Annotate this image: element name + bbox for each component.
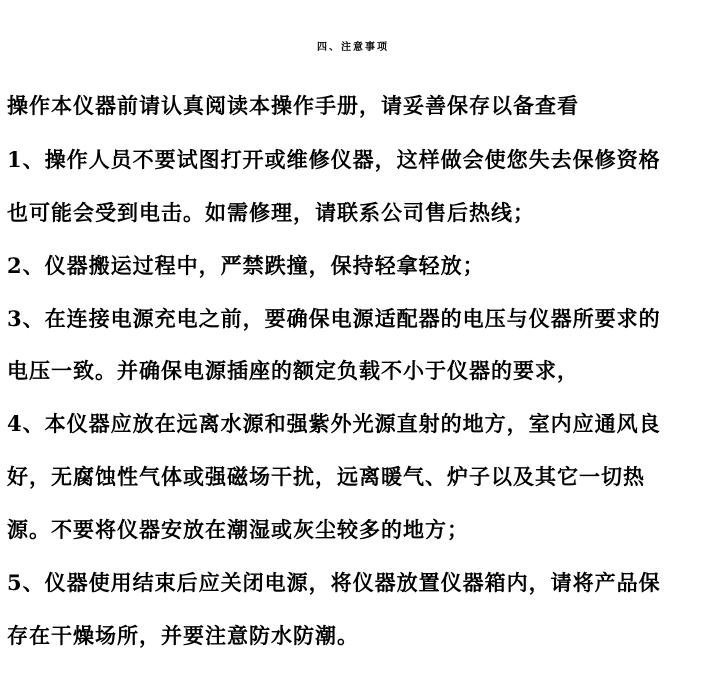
notice-line-5-cont: 存在干燥场所，并要注意防水防潮。 — [7, 623, 359, 648]
section-title: 四、注意事项 — [317, 42, 389, 53]
notice-line-1: 1、操作人员不要试图打开或维修仪器，这样做会使您失去保修资格 — [7, 147, 661, 172]
notice-line-4: 4、本仪器应放在远离水源和强紫外光源直射的地方，室内应通风良 — [7, 411, 661, 436]
notice-line-2: 2、仪器搬运过程中，严禁跌撞，保持轻拿轻放； — [7, 253, 485, 278]
intro-line: 操作本仪器前请认真阅读本操作手册，请妥善保存以备查看 — [7, 93, 579, 118]
notice-line-3-cont: 电压一致。并确保电源插座的额定负载不小于仪器的要求， — [7, 358, 579, 383]
notice-line-4-cont-2: 源。不要将仪器安放在潮湿或灰尘较多的地方； — [7, 517, 469, 542]
notice-line-1-cont: 也可能会受到电击。如需修理，请联系公司售后热线； — [7, 200, 535, 225]
notice-line-3: 3、在连接电源充电之前，要确保电源适配器的电压与仪器所要求的 — [7, 306, 661, 331]
notice-line-5: 5、仪器使用结束后应关闭电源，将仪器放置仪器箱内，请将产品保 — [7, 570, 661, 595]
notice-line-4-cont: 好，无腐蚀性气体或强磁场干扰，远离暖气、炉子以及其它一切热 — [7, 464, 645, 489]
